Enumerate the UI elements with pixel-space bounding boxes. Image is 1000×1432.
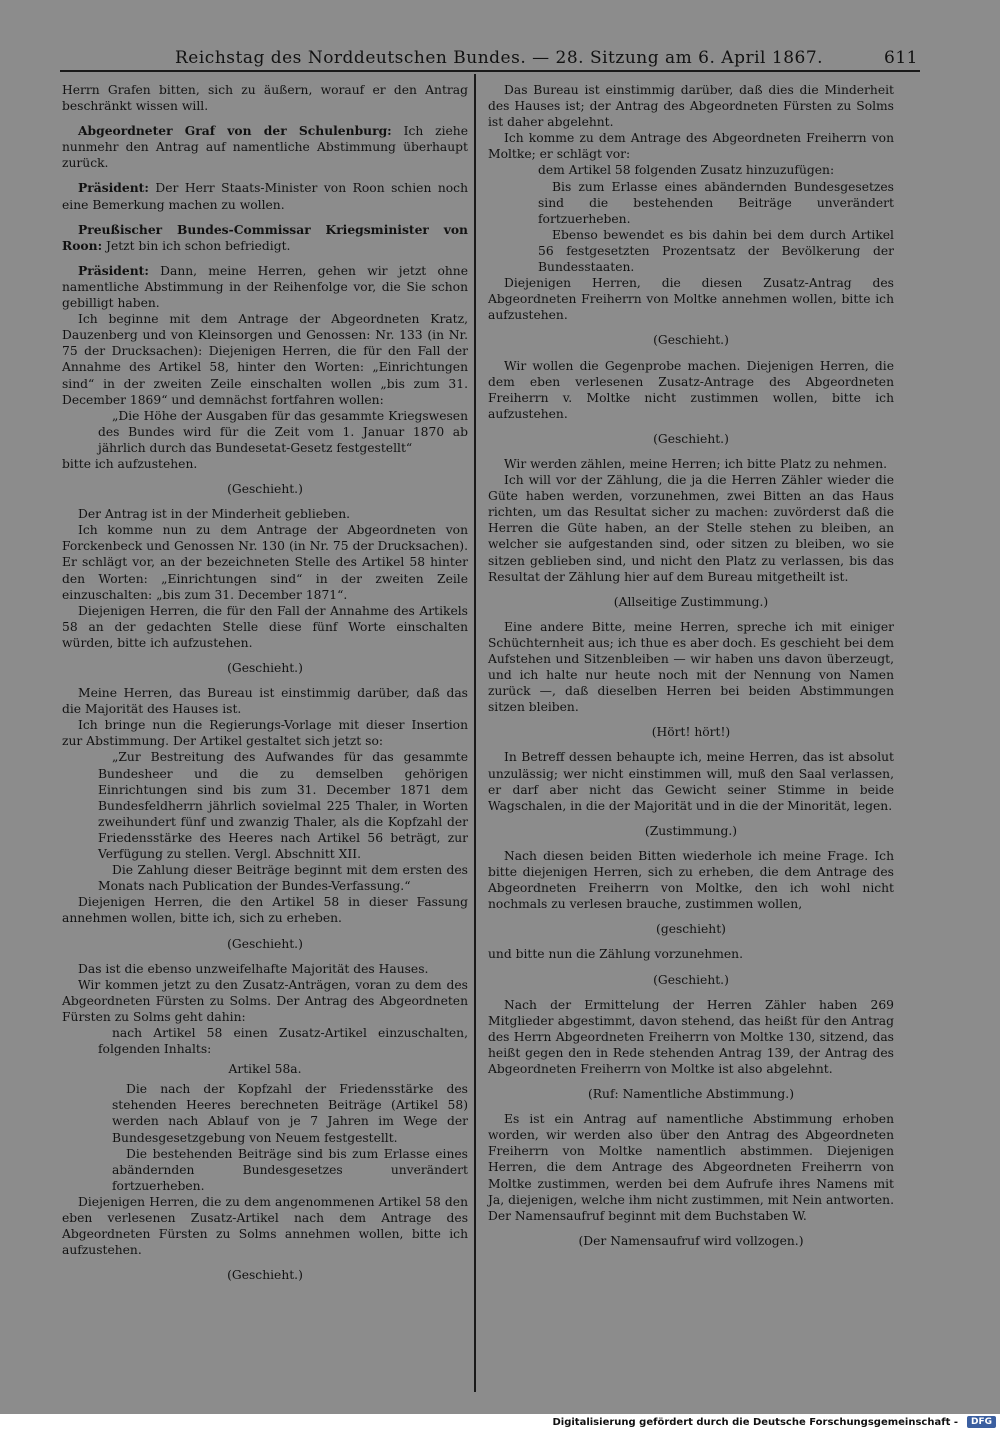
paragraph: Ich beginne mit dem Antrage der Abgeordneten Kratz, Dauzenberg und von Kleinsorgen und Genossen: Nr. 133 (in Nr. 75 der Drucksachen): Diejenigen Herren, die für den Fall der Annahme des Artikel 58, hinter den Worten: „Einrichtungen sind“ in der zweiten Zeile einschalten wollen „bis zum 31. December 1869“ und demnächst fortfahren wollen:	[62, 312, 468, 407]
article-heading: Artikel 58a.	[228, 1062, 302, 1077]
speech-paragraph	[62, 263, 468, 311]
stage-direction: (Geschieht.)	[653, 333, 729, 348]
digitization-footer	[0, 1414, 1000, 1432]
paragraph: Diejenigen Herren, die für den Fall der Annahme des Artikels 58 an der gedachten Stelle diese fünf Worte einschalten würden, bitte ich aufzustehen.	[62, 603, 468, 650]
speaker-name: Abgeordneter Graf von der Schulenburg:	[78, 123, 392, 139]
right-column	[488, 82, 894, 1258]
paragraph: Es ist ein Antrag auf namentliche Abstimmung erhoben worden, wir werden also über den Antrag des Abgeordneten Freiherrn von Moltke namentlich abstimmen. Diejenigen Herren, die dem Antrage des Abgeordneten Freiherrn von Moltke zustimmen, werden bei dem Aufrufe ihres Namens mit Ja, diejenigen, welche ihm nicht zustimmen, mit Nein antworten. Der Namensaufruf beginnt mit dem Buchstaben W.	[488, 1112, 894, 1223]
speech-text: Ich ziehe nunmehr den Antrag auf namentliche Abstimmung überhaupt zurück.	[62, 124, 468, 171]
page-number: 611	[884, 48, 918, 68]
paragraph: Ich komme zu dem Antrage des Abgeordneten Freiherrn von Moltke; er schlägt vor:	[488, 131, 894, 162]
stage-direction: (Hört! hört!)	[651, 725, 731, 740]
paragraph: Diejenigen Herren, die zu dem angenommenen Artikel 58 den eben verlesenen Zusatz-Artikel nach dem Antrage des Abgeordneten Fürsten zu Solms annehmen wollen, bitte ich aufzustehen.	[62, 1194, 468, 1258]
block-quote: Ebenso bewendet es bis dahin bei dem durch Artikel 56 festgesetzten Prozentsatz der Bevölkerung der Bundesstaaten.	[538, 227, 894, 275]
paragraph: Nach diesen beiden Bitten wiederhole ich meine Frage. Ich bitte diejenigen Herren, sich zu erheben, die dem Antrage des Abgeordneten Freiherrn von Moltke, den ich wohl nicht nochmals zu verlesen brauche, zustimmen wollen,	[488, 848, 894, 912]
dfg-logo: DFG	[967, 1416, 996, 1428]
block-quote: Bis zum Erlasse eines abändernden Bundesgesetzes sind die bestehenden Beiträge unverändert fortzuerheben.	[538, 179, 894, 226]
block-quote: „Zur Bestreitung des Aufwandes für das gesammte Bundesheer und die zu demselben gehörigen Einrichtungen sind bis zum 31. December 1871 dem Bundesfeldherrn jährlich sovielmal 225 Thaler, in Worten zweihundert fünf und zwanzig Thaler, als die Kopfzahl der Friedensstärke des Heeres nach Artikel 56 beträgt, zur Verfügung zu stellen. Vergl. Abschnitt XII.	[98, 750, 468, 862]
speech-text: Dann, meine Herren, gehen wir jetzt ohne namentliche Abstimmung in der Reihenfolge vor, die Sie schon gebilligt haben.	[62, 263, 468, 311]
block-quote: dem Artikel 58 folgenden Zusatz hinzuzufügen:	[538, 163, 835, 178]
stage-direction: (Der Namensaufruf wird vollzogen.)	[578, 1233, 804, 1248]
paragraph: Wir kommen jetzt zu den Zusatz-Anträgen, voran zu dem des Abgeordneten Fürsten zu Solms. Der Antrag des Abgeordneten Fürsten zu Solms geht dahin:	[62, 977, 468, 1024]
stage-direction: (Geschieht.)	[227, 482, 303, 497]
paragraph: Diejenigen Herren, die diesen Zusatz-Antrag des Abgeordneten Freiherrn von Moltke annehmen wollen, bitte ich aufzustehen.	[488, 276, 894, 323]
stage-direction: (Ruf: Namentliche Abstimmung.)	[587, 1087, 794, 1102]
stage-direction: (Geschieht.)	[227, 661, 303, 675]
speech-text: Der Herr Staats-Minister von Roon schien noch eine Bemerkung machen zu wollen.	[62, 181, 468, 212]
paragraph: Der Antrag ist in der Minderheit geblieben.	[78, 507, 351, 522]
block-quote: Die nach der Kopfzahl der Friedensstärke des stehenden Heeres berechneten Beiträge (Artikel 58) werden nach Ablauf von je 7 Jahren im Wege der Bundesgesetzgebung von Neuem festgestellt.	[112, 1082, 468, 1145]
paragraph: Wir wollen die Gegenprobe machen. Diejenigen Herren, die dem eben verlesenen Zusatz-Antrage des Abgeordneten Freiherrn v. Moltke nicht zustimmen wollen, bitte ich aufzustehen.	[488, 358, 894, 421]
speaker-name: Präsident:	[78, 262, 149, 278]
paragraph: Herrn Grafen bitten, sich zu äußern, worauf er den Antrag beschränkt wissen will.	[62, 83, 468, 114]
paragraph: Ich bringe nun die Regierungs-Vorlage mit dieser Insertion zur Abstimmung. Der Artikel gestaltet sich jetzt so:	[62, 718, 468, 749]
paragraph: Eine andere Bitte, meine Herren, spreche ich mit einiger Schüchternheit aus; ich thue es aber doch. Es geschieht bei dem Aufstehen und Sitzenbleiben — wir haben uns davon überzeugt, und ich halte nur heute noch mit der Nennung von Namen zurück —, daß dieselben Herren bei beiden Abstimmungen sitzen bleiben.	[488, 619, 894, 715]
stage-direction: (Geschieht.)	[653, 972, 729, 987]
paragraph: Das Bureau ist einstimmig darüber, daß dies die Minderheit des Hauses ist; der Antrag des Abgeordneten Fürsten zu Solms ist daher abgelehnt.	[488, 83, 894, 130]
speaker-name: Präsident:	[78, 180, 149, 196]
paragraph: In Betreff dessen behaupte ich, meine Herren, das ist absolut unzulässig; wer nicht einstimmen will, muß den Saal verlassen, er darf aber nicht das Gewicht seiner Stimme in beide Wagschalen, in die der Majorität und in die der Minorität, legen.	[488, 750, 894, 813]
stage-direction: (Allseitige Zustimmung.)	[613, 594, 769, 609]
paragraph: und bitte nun die Zählung vorzunehmen.	[488, 947, 744, 962]
block-quote: „Die Höhe der Ausgaben für das gesammte Kriegswesen des Bundes wird für die Zeit vom 1. Januar 1870 ab jährlich durch das Bundesetat-Gesetz festgestellt“	[98, 408, 468, 455]
paragraph: Ich komme nun zu dem Antrage der Abgeordneten von Forckenbeck und Genossen Nr. 130 (in Nr. 75 der Drucksachen). Er schlägt vor, an der bezeichneten Stelle des Artikel 58 hinter den Worten: „Einrichtungen sind“ in der zweiten Zeile einzuschalten: „bis zum 31. December 1871“.	[62, 523, 468, 602]
speech-text: Jetzt bin ich schon befriedigt.	[106, 238, 291, 253]
paragraph: Nach der Ermittelung der Herren Zähler haben 269 Mitglieder abgestimmt, davon stehend, das heißt für den Antrag des Herrn Abgeordneten Freiherrn von Moltke 130, sitzend, das heißt gegen den in Rede stehenden Antrag 139, der Antrag des Abgeordneten Freiherrn von Moltke ist also abgelehnt.	[488, 997, 894, 1076]
paragraph: Das ist die ebenso unzweifelhafte Majorität des Hauses.	[78, 961, 429, 976]
paragraph: Meine Herren, das Bureau ist einstimmig darüber, daß das die Majorität des Hauses ist.	[62, 686, 468, 717]
column-divider	[474, 74, 476, 1392]
block-quote: Die Zahlung dieser Beiträge beginnt mit dem ersten des Monats nach Publication der Bundes-Verfassung.“	[98, 863, 468, 894]
stage-direction: (Geschieht.)	[653, 431, 729, 446]
speech-paragraph	[62, 222, 468, 254]
stage-direction: (Geschieht.)	[227, 1268, 303, 1283]
paragraph: Diejenigen Herren, die den Artikel 58 in dieser Fassung annehmen wollen, bitte ich, sich zu erheben.	[62, 895, 468, 926]
left-column	[62, 82, 468, 1292]
speech-paragraph	[62, 180, 468, 212]
block-quote: nach Artikel 58 einen Zusatz-Artikel einzuschalten, folgenden Inhalts:	[98, 1025, 468, 1057]
stage-direction: (Zustimmung.)	[644, 823, 738, 838]
paragraph: Wir werden zählen, meine Herren; ich bitte Platz zu nehmen.	[504, 456, 888, 471]
paragraph: Ich will vor der Zählung, die ja die Herren Zähler wieder die Güte haben werden, vorzunehmen, zwei Bitten an das Haus richten, um das Resultat sicher zu machen: zuvörderst daß die Herren die Güte haben, an der Stelle stehen zu bleiben, an welcher sie aufgestanden sind, oder sitzen zu bleiben, wo sie sitzen geblieben sind, und nicht den Platz zu verlassen, bis das Resultat der Zählung hier auf dem Bureau mitgetheilt ist.	[488, 473, 894, 584]
paragraph: bitte ich aufzustehen.	[62, 456, 198, 471]
footer-text: Digitalisierung gefördert durch die Deutsche Forschungsgemeinschaft -	[552, 1417, 958, 1428]
speaker-name: Preußischer Bundes-Commissar Kriegsminister von Roon:	[62, 221, 468, 253]
speech-paragraph	[62, 123, 468, 171]
stage-direction: (Geschieht.)	[227, 936, 303, 951]
stage-direction: (geschieht)	[656, 922, 726, 937]
running-title: Reichstag des Norddeutschen Bundes. — 28. Sitzung am 6. April 1867.	[175, 48, 824, 68]
page-header	[60, 40, 920, 72]
block-quote: Die bestehenden Beiträge sind bis zum Erlasse eines abändernden Bundesgesetzes unverändert fortzuerheben.	[112, 1146, 468, 1193]
